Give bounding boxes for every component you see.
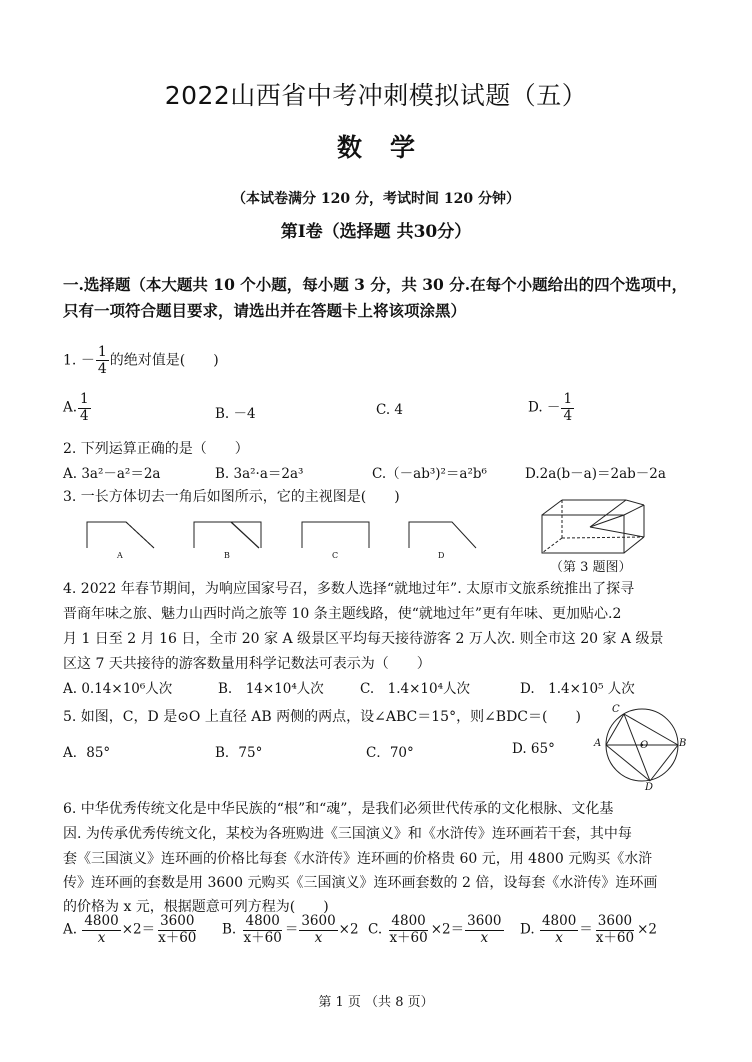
question-6-line-2: 因. 为传承优秀传统文化，某校为各班购进《三国演义》和《水浒传》连环画若干套，其中每 bbox=[63, 826, 632, 842]
question-3-figure-caption: （第 3 题图） bbox=[550, 560, 632, 575]
question-6-line-4: 传》连环画的套数是用 3600 元购买《三国演义》连环画套数的 2 倍，设每套《水浒传》连环画 bbox=[63, 875, 658, 891]
question-5-stem: 5. 如图，C，D 是⊙O 上直径 AB 两侧的两点，设∠ABC＝15°，则∠BDC＝( ) bbox=[63, 709, 581, 725]
question-1-option-c: C. 4 bbox=[376, 402, 404, 418]
question-2-stem: 2. 下列运算正确的是（ ） bbox=[63, 441, 249, 457]
question-6-line-1: 6. 中华优秀传统文化是中华民族的“根”和“魂”，是我们必须世代传承的文化根脉、文化基 bbox=[63, 801, 614, 817]
question-5-label-o: O bbox=[640, 740, 649, 751]
question-4-option-c: C. 1.4×10⁴人次 bbox=[360, 681, 471, 697]
question-1-option-d: D. － $\frac{1}{4}$ bbox=[528, 391, 573, 424]
question-6-option-a: A. $\frac{4800}{x}$ ×2＝ $\frac{3600}{x+60}$ bbox=[63, 913, 197, 946]
question-3-label-b: B bbox=[224, 551, 230, 560]
question-6-line-3: 套《三国演义》连环画的价格比每套《水浒传》连环画的价格贵 60 元，用 4800 元购买《水浒 bbox=[63, 851, 653, 867]
question-3-label-a: A bbox=[117, 551, 123, 560]
question-6-option-d: D. $\frac{4800}{x}$ ＝ $\frac{3600}{x+60}$ ×2 bbox=[520, 913, 657, 946]
question-2-option-c: C.（－ab³)²＝a²b⁶ bbox=[372, 466, 487, 482]
question-4-line-1: 4. 2022 年春节期间，为响应国家号召，多数人选择“就地过年”. 太原市文旅系统推出了探寻 bbox=[63, 581, 635, 597]
question-5-option-b: B．75° bbox=[215, 745, 263, 761]
question-4-option-d: D. 1.4×10⁵ 人次 bbox=[520, 681, 635, 697]
exam-note: （本试卷满分 120 分，考试时间 120 分钟） bbox=[232, 191, 520, 207]
question-3-option-c-figure bbox=[301, 520, 371, 550]
question-5-label-d: D bbox=[645, 782, 654, 793]
subject-title: 数学 bbox=[336, 133, 443, 162]
question-3-option-b-figure bbox=[193, 520, 263, 550]
question-4-line-2: 晋商年味之旅、魅力山西时尚之旅等 10 条主题线路，使“就地过年”更有年味、更加贴心.2 bbox=[63, 606, 622, 622]
question-3-option-d-figure bbox=[408, 520, 478, 550]
question-4-option-b: B. 14×10⁴人次 bbox=[218, 681, 324, 697]
question-4-option-a: A. 0.14×10⁶人次 bbox=[63, 681, 173, 697]
section-heading: 一.选择题（本大题共 10 个小题，每小题 3 分，共 30 分.在每个小题给出的四个选项中，只有一项符合题目要求，请选出并在答题卡上将该项涂黑） bbox=[63, 275, 688, 320]
question-2-option-a: A. 3a²－a²＝2a bbox=[63, 466, 161, 482]
question-4-line-4: 区这 7 天共接待的游客数量用科学记数法可表示为（ ） bbox=[63, 656, 431, 672]
question-5-option-c: C．70° bbox=[366, 745, 414, 761]
question-3-label-c: C bbox=[332, 551, 339, 560]
question-4-line-3: 月 1 日至 2 月 16 日，全市 20 家 A 级景区平均每天接待游客 2 万人次. 则全市这 20 家 A 级景 bbox=[63, 631, 664, 647]
question-3-cuboid-figure bbox=[540, 497, 650, 557]
question-5-option-a: A．85° bbox=[63, 745, 111, 761]
question-5-label-c: C bbox=[612, 704, 620, 715]
question-6-line-5: 的价格为 x 元，根据题意可列方程为( ) bbox=[63, 899, 329, 915]
page-title: 2022山西省中考冲刺模拟试题（五） bbox=[164, 81, 588, 110]
question-1-option-a: A. $\frac{1}{4}$ bbox=[63, 391, 89, 424]
question-2-option-d: D.2a(b－a)＝2ab－2a bbox=[525, 466, 666, 482]
question-3-label-d: D bbox=[438, 551, 445, 560]
question-3-stem: 3. 一长方体切去一角后如图所示，它的主视图是( ) bbox=[63, 489, 400, 505]
question-1-option-b: B. －4 bbox=[215, 406, 256, 422]
question-1-stem: 1. － $\frac{1}{4}$ 的绝对值是( ) bbox=[63, 344, 219, 378]
page-footer: 第 1 页 （共 8 页） bbox=[318, 995, 434, 1010]
question-5-label-b: B bbox=[679, 738, 687, 749]
question-6-option-b: B. $\frac{4800}{x+60}$ ＝ $\frac{3600}{x}$ ×2 bbox=[222, 913, 359, 946]
question-5-option-d: D. 65° bbox=[512, 741, 555, 757]
part-title: 第Ⅰ卷（选择题 共30分） bbox=[280, 222, 472, 242]
question-3-option-a-figure bbox=[86, 520, 156, 550]
question-2-option-b: B. 3a²·a＝2a³ bbox=[215, 466, 304, 482]
question-6-option-c: C. $\frac{4800}{x+60}$ ×2＝ $\frac{3600}{x}$ bbox=[368, 913, 502, 946]
question-5-label-a: A bbox=[594, 738, 602, 749]
